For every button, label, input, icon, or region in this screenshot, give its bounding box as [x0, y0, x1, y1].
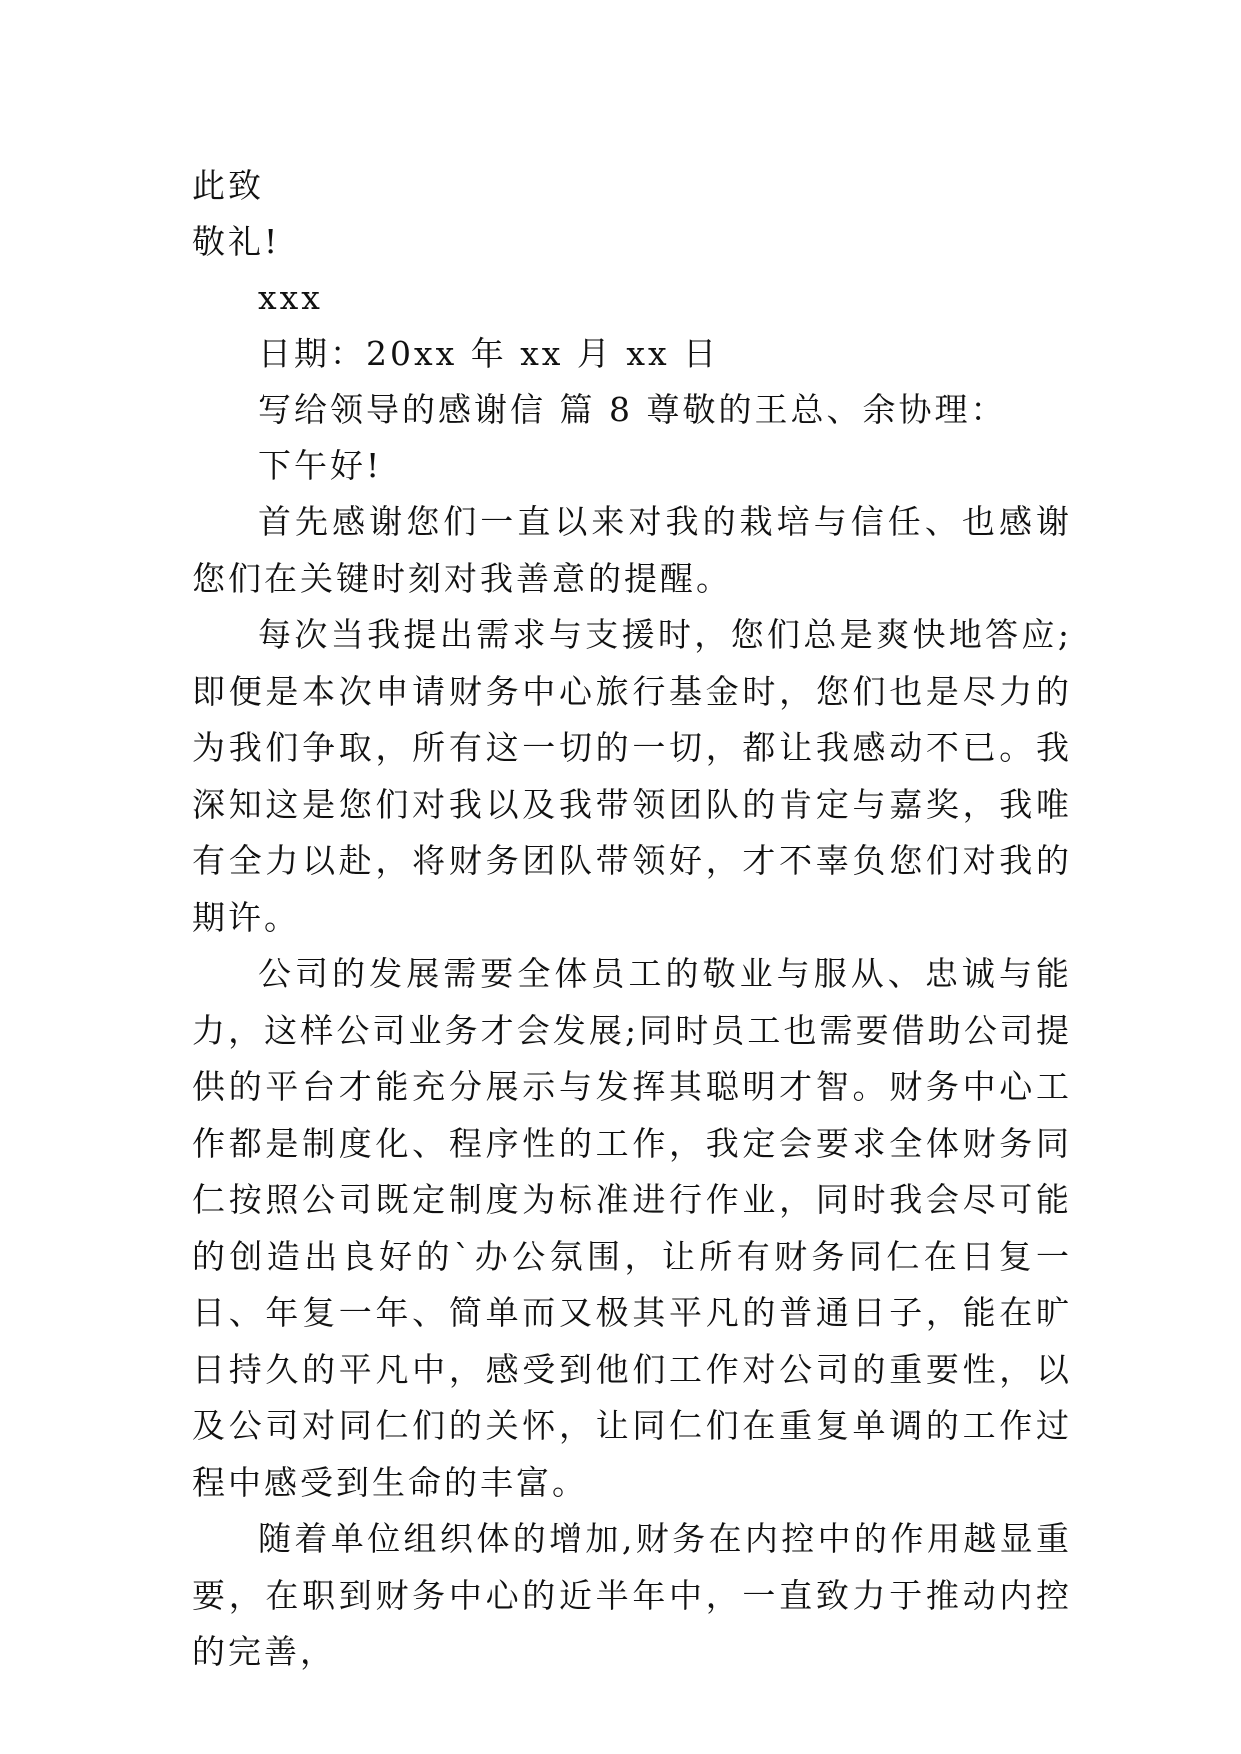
paragraph: 每次当我提出需求与支援时，您们总是爽快地答应;即便是本次申请财务中心旅行基金时，您们也是尽力的为我们争取，所有这一切的一切，都让我感动不已。我深知这是您们对我以及我带领团队的肯定与嘉奖，我唯有全力以赴，将财务团队带领好，才不辜负您们对我的期许。: [192, 615, 1072, 937]
signature-date: 日期：20xx 年 xx 月 xx 日: [258, 334, 720, 373]
paragraph: 随着单位组织体的增加,财务在内控中的作用越显重要，在职到财务中心的近半年中，一直致力于推动内控的完善，: [192, 1519, 1072, 1671]
paragraph: 首先感谢您们一直以来对我的栽培与信任、也感谢您们在关键时刻对我善意的提醒。: [192, 502, 1072, 598]
letter-body: [192, 158, 1072, 1681]
closing-line-1: 此致: [192, 166, 264, 205]
closing-line-2: 敬礼!: [192, 222, 281, 261]
paragraph: 公司的发展需要全体员工的敬业与服从、忠诚与能力，这样公司业务才会发展;同时员工也需要借助公司提供的平台才能充分展示与发挥其聪明才智。财务中心工作都是制度化、程序性的工作，我定会要求全体财务同仁按照公司既定制度为标准进行作业，同时我会尽可能的创造出良好的`办公氛围，让所有财务同仁在日复一日、年复一年、简单而又极其平凡的普通日子，能在旷日持久的平凡中，感受到他们工作对公司的重要性，以及公司对同仁们的关怀，让同仁们在重复单调的工作过程中感受到生命的丰富。: [192, 954, 1072, 1502]
signature-name: xxx: [258, 278, 323, 317]
letter-heading: 写给领导的感谢信 篇 8 尊敬的王总、余协理：: [258, 390, 1007, 429]
letter-greeting: 下午好!: [258, 446, 383, 485]
